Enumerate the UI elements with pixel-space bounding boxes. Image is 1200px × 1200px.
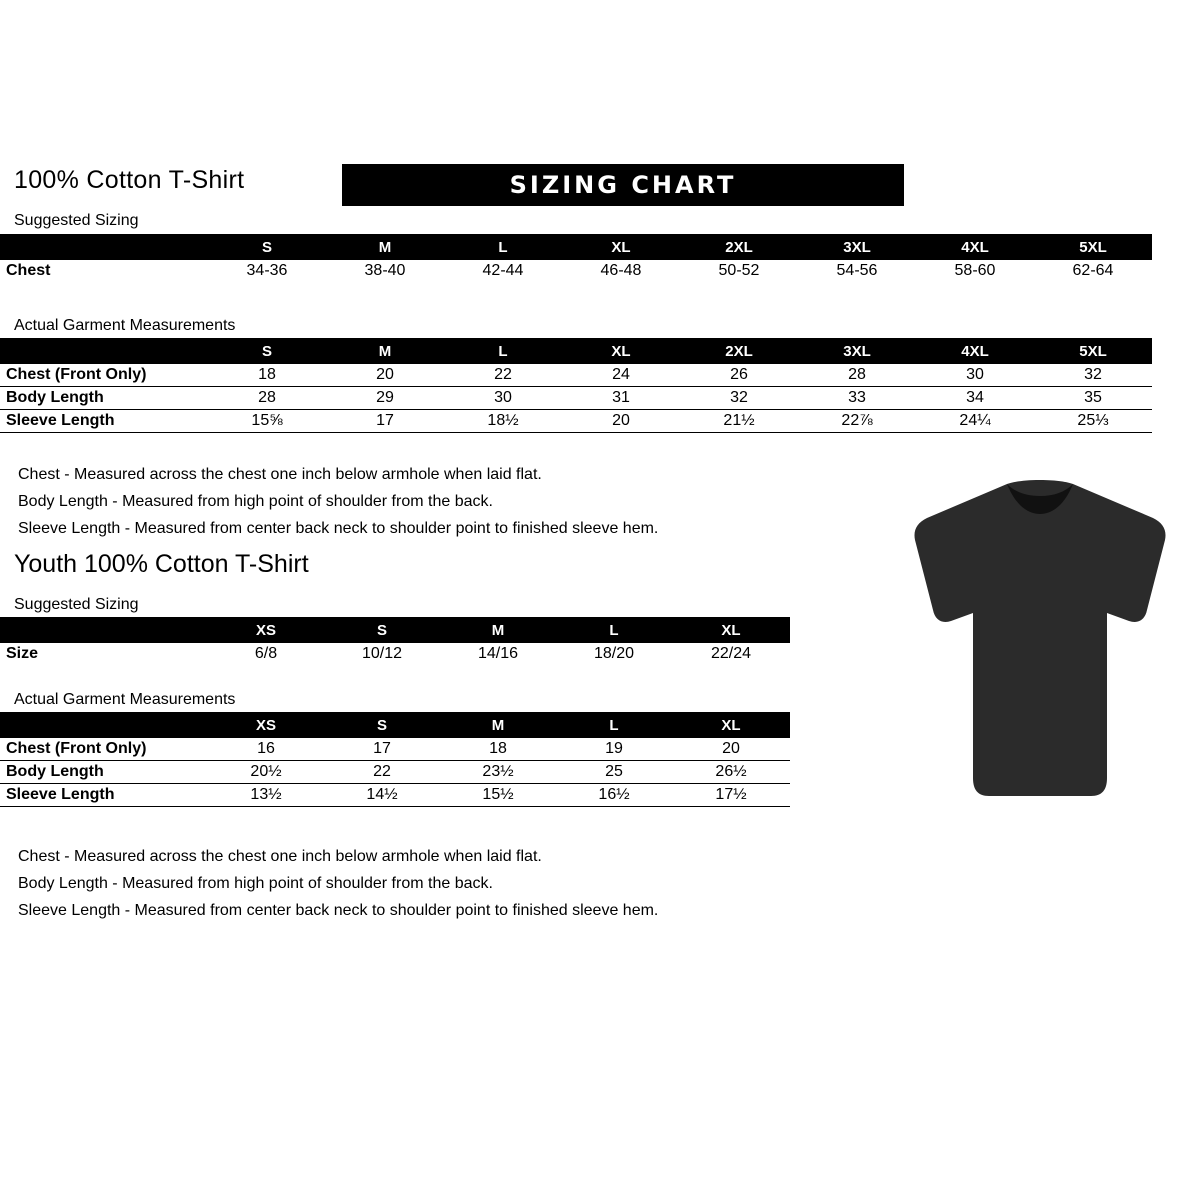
cell: 17 xyxy=(326,410,444,433)
cell: 20 xyxy=(326,364,444,387)
col-header xyxy=(0,712,208,738)
col-header: S xyxy=(324,617,440,643)
adult-actual-measurements-label: Actual Garment Measurements xyxy=(14,317,236,334)
cell: 29 xyxy=(326,387,444,410)
sizing-chart-banner xyxy=(342,164,904,206)
cell: 46-48 xyxy=(600,262,642,279)
row-label: Sleeve Length xyxy=(0,410,208,433)
note-body-length: Body Length - Measured from high point of shoulder from the back. xyxy=(18,875,493,892)
cell: 28 xyxy=(208,387,326,410)
table-row xyxy=(0,738,790,761)
table-row xyxy=(0,784,790,807)
col-header: L xyxy=(444,234,562,260)
adult-suggested-sizing-label: Suggested Sizing xyxy=(14,212,139,229)
col-header: 5XL xyxy=(1034,338,1152,364)
cell: 24 xyxy=(562,364,680,387)
table-row xyxy=(0,643,790,665)
cell: 24¼ xyxy=(916,410,1034,433)
col-header: 2XL xyxy=(680,234,798,260)
t-shirt-illustration xyxy=(895,478,1185,808)
cell: 18/20 xyxy=(593,645,635,662)
row-label: Size xyxy=(6,645,39,662)
cell: 31 xyxy=(562,387,680,410)
table-row xyxy=(0,260,1152,282)
row-label: Body Length xyxy=(0,387,208,410)
col-header: XL xyxy=(672,617,790,643)
table-header-row xyxy=(0,338,1152,364)
table-row xyxy=(0,410,1152,433)
cell: 30 xyxy=(916,364,1034,387)
col-header: M xyxy=(440,712,556,738)
note-sleeve-length: Sleeve Length - Measured from center back neck to shoulder point to finished sleeve hem. xyxy=(18,520,659,537)
table-header-row xyxy=(0,712,790,738)
table-header-row xyxy=(0,617,790,643)
cell: 15⅝ xyxy=(208,410,326,433)
col-header: 5XL xyxy=(1034,234,1152,260)
adult-notes xyxy=(18,461,658,542)
cell: 20 xyxy=(672,738,790,761)
cell: 17 xyxy=(324,738,440,761)
row-label: Chest xyxy=(6,262,51,279)
sizing-chart-banner-label: SIZING CHART xyxy=(509,171,737,199)
cell: 26½ xyxy=(672,761,790,784)
cell: 20 xyxy=(562,410,680,433)
youth-section-title: Youth 100% Cotton T-Shirt xyxy=(14,550,309,578)
col-header xyxy=(0,617,208,643)
col-header: 3XL xyxy=(798,338,916,364)
col-header: 2XL xyxy=(680,338,798,364)
youth-actual-measurements-label: Actual Garment Measurements xyxy=(14,691,236,708)
adult-section-title: 100% Cotton T-Shirt xyxy=(14,166,245,194)
cell: 62-64 xyxy=(1072,262,1114,279)
cell: 22⅞ xyxy=(798,410,916,433)
cell: 38-40 xyxy=(364,262,406,279)
col-header: M xyxy=(326,338,444,364)
cell: 16 xyxy=(208,738,324,761)
col-header: L xyxy=(444,338,562,364)
cell: 26 xyxy=(680,364,798,387)
cell: 17½ xyxy=(672,784,790,807)
cell: 18 xyxy=(208,364,326,387)
adult-actual-measurements-table xyxy=(0,338,1152,433)
col-header: XL xyxy=(562,338,680,364)
col-header: S xyxy=(324,712,440,738)
adult-suggested-sizing-table xyxy=(0,234,1152,282)
cell: 32 xyxy=(1034,364,1152,387)
col-header: M xyxy=(440,617,556,643)
cell: 34 xyxy=(916,387,1034,410)
col-header: 4XL xyxy=(916,338,1034,364)
table-header-row xyxy=(0,234,1152,260)
col-header: 4XL xyxy=(916,234,1034,260)
cell: 16½ xyxy=(556,784,672,807)
cell: 14/16 xyxy=(477,645,519,662)
cell: 50-52 xyxy=(718,262,760,279)
col-header: M xyxy=(326,234,444,260)
note-chest: Chest - Measured across the chest one inch below armhole when laid flat. xyxy=(18,466,542,483)
cell: 6/8 xyxy=(254,645,278,662)
cell: 33 xyxy=(798,387,916,410)
youth-notes xyxy=(18,843,658,924)
note-body-length: Body Length - Measured from high point of shoulder from the back. xyxy=(18,493,493,510)
youth-actual-measurements-table xyxy=(0,712,790,807)
col-header xyxy=(0,338,208,364)
table-row xyxy=(0,387,1152,410)
cell: 34-36 xyxy=(246,262,288,279)
youth-suggested-sizing-label: Suggested Sizing xyxy=(14,596,139,613)
row-label: Chest (Front Only) xyxy=(0,738,208,761)
cell: 25 xyxy=(556,761,672,784)
youth-suggested-sizing-table xyxy=(0,617,790,665)
cell: 13½ xyxy=(208,784,324,807)
cell: 22/24 xyxy=(710,645,752,662)
cell: 14½ xyxy=(324,784,440,807)
cell: 22 xyxy=(324,761,440,784)
cell: 10/12 xyxy=(361,645,403,662)
cell: 21½ xyxy=(680,410,798,433)
col-header: XL xyxy=(672,712,790,738)
cell: 32 xyxy=(680,387,798,410)
col-header: S xyxy=(208,234,326,260)
cell: 35 xyxy=(1034,387,1152,410)
cell: 18½ xyxy=(444,410,562,433)
cell: 15½ xyxy=(440,784,556,807)
cell: 42-44 xyxy=(482,262,524,279)
cell: 28 xyxy=(798,364,916,387)
table-row xyxy=(0,761,790,784)
col-header: XL xyxy=(562,234,680,260)
row-label: Body Length xyxy=(0,761,208,784)
col-header: S xyxy=(208,338,326,364)
col-header xyxy=(0,234,208,260)
col-header: XS xyxy=(208,617,324,643)
cell: 22 xyxy=(444,364,562,387)
cell: 54-56 xyxy=(836,262,878,279)
col-header: L xyxy=(556,617,672,643)
cell: 25⅓ xyxy=(1034,410,1152,433)
row-label: Chest (Front Only) xyxy=(0,364,208,387)
cell: 19 xyxy=(556,738,672,761)
note-chest: Chest - Measured across the chest one inch below armhole when laid flat. xyxy=(18,848,542,865)
cell: 18 xyxy=(440,738,556,761)
cell: 30 xyxy=(444,387,562,410)
cell: 58-60 xyxy=(954,262,996,279)
cell: 20½ xyxy=(208,761,324,784)
col-header: 3XL xyxy=(798,234,916,260)
cell: 23½ xyxy=(440,761,556,784)
note-sleeve-length: Sleeve Length - Measured from center back neck to shoulder point to finished sleeve hem. xyxy=(18,902,659,919)
row-label: Sleeve Length xyxy=(0,784,208,807)
table-row xyxy=(0,364,1152,387)
col-header: XS xyxy=(208,712,324,738)
col-header: L xyxy=(556,712,672,738)
